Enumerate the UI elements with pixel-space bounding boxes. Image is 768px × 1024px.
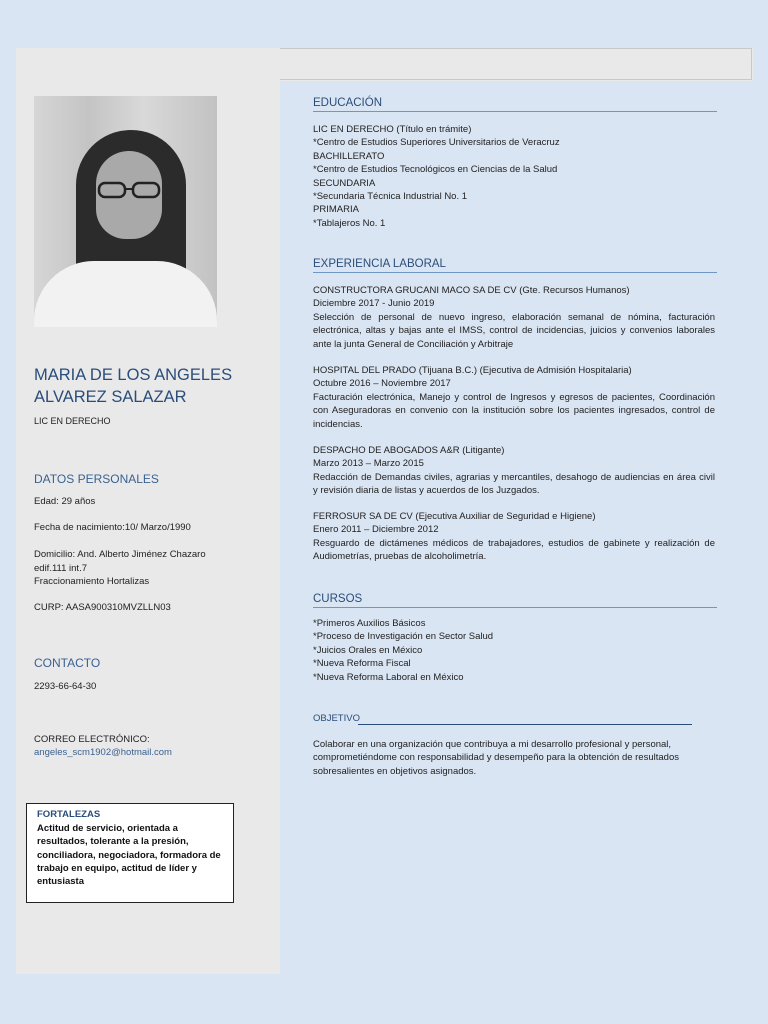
experiencia-heading: EXPERIENCIA LABORAL <box>313 258 717 273</box>
experiencia-dates: Enero 2011 – Diciembre 2012 <box>313 524 439 536</box>
educacion-item-detail: *Secundaria Técnica Industrial No. 1 <box>313 191 468 203</box>
contacto-heading: CONTACTO <box>34 656 101 670</box>
header-band-border <box>280 48 752 80</box>
educacion-item-detail: *Tablajeros No. 1 <box>313 217 386 229</box>
experiencia-desc: Selección de personal de nuevo ingreso, elaboración semanal de nómina, facturación electrónica, altas y bajas ante el IMSS, control de incidencias, juicios y convenios laborales ante la junta General de Conciliación y Arbitraje <box>313 311 715 350</box>
telefono: 2293-66-64-30 <box>34 681 97 692</box>
fortalezas-text: Actitud de servicio, orientada a resultados, tolerante a la presión, conciliadora, negociadora, formadora de trabajo en equipo, actitud de líder y entusiasta <box>37 823 221 888</box>
cursos-heading: CURSOS <box>313 593 717 608</box>
experiencia-company: DESPACHO DE ABOGADOS A&R (Litigante) <box>313 445 505 456</box>
curso-item: *Proceso de Investigación en Sector Salud <box>313 631 494 643</box>
educacion-list <box>313 123 715 230</box>
curso-item: *Nueva Reforma Fiscal <box>313 658 411 670</box>
domicilio: Domicilio: And. Alberto Jiménez Chazaro edif.111 int.7 Fraccionamiento Hortalizas <box>34 549 206 587</box>
fortalezas-heading: FORTALEZAS <box>37 809 101 820</box>
experiencia-company: CONSTRUCTORA GRUCANI MACO SA DE CV (Gte. Recursos Humanos) <box>313 285 630 296</box>
objetivo-text: Colaborar en una organización que contribuya a mi desarrollo profesional y personal, comprometiéndome con responsabilidad y desempeño para la obtención de resultados sobresalientes en objetivos asignados. <box>313 739 679 777</box>
experiencia-dates: Marzo 2013 – Marzo 2015 <box>313 458 424 470</box>
experiencia-item <box>313 510 715 564</box>
experiencia-desc: Resguardo de dictámenes médicos de trabajadores, estudios de gabinete y realización de Audiometrías, pruebas de alcoholimetría. <box>313 537 715 563</box>
experiencia-desc: Facturación electrónica, Manejo y control de Ingresos y egresos de pacientes, Coordinación con Aseguradoras en convenio con la institución sobre los pacientes ingresados, control de incidencias. <box>313 391 715 430</box>
curso-item: *Nueva Reforma Laboral en México <box>313 671 464 683</box>
fortalezas-box <box>26 803 234 903</box>
cursos-list <box>313 617 715 684</box>
experiencia-company: HOSPITAL DEL PRADO (Tijuana B.C.) (Ejecutiva de Admisión Hospitalaria) <box>313 365 632 376</box>
edad: Edad: 29 años <box>34 496 96 507</box>
email-link[interactable]: angeles_scm1902@hotmail.com <box>34 747 172 758</box>
educacion-item: LIC EN DERECHO (Título en trámite) <box>313 124 472 135</box>
objetivo-underline <box>358 724 692 725</box>
experiencia-desc: Redacción de Demandas civiles, agrarias y mercantiles, desahogo de audiencias en área civil y revisión diaria de listas y acuerdos de los Juzgados. <box>313 471 715 497</box>
experiencia-dates: Octubre 2016 – Noviembre 2017 <box>313 378 451 390</box>
experiencia-company: FERROSUR SA DE CV (Ejecutiva Auxiliar de Seguridad e Higiene) <box>313 511 596 522</box>
experiencia-item <box>313 284 715 351</box>
correo-label: CORREO ELECTRÓNICO: <box>34 734 150 745</box>
educacion-item: PRIMARIA <box>313 204 359 216</box>
candidate-name: MARIA DE LOS ANGELES ALVAREZ SALAZAR <box>34 366 233 406</box>
objetivo-heading: OBJETIVO <box>313 713 360 724</box>
educacion-item: BACHILLERATO <box>313 150 385 162</box>
curso-item: *Primeros Auxilios Básicos <box>313 618 426 629</box>
educacion-item: SECUNDARIA <box>313 177 376 189</box>
profile-photo <box>34 96 217 327</box>
educacion-heading: EDUCACIÓN <box>313 97 717 112</box>
profession-title: LIC EN DERECHO <box>34 416 111 426</box>
curso-item: *Juicios Orales en México <box>313 644 423 656</box>
experiencia-item <box>313 444 715 498</box>
curp: CURP: AASA900310MVZLLN03 <box>34 602 171 613</box>
educacion-item-detail: *Centro de Estudios Tecnológicos en Ciencias de la Salud <box>313 164 558 176</box>
sidebar-bottom <box>16 900 280 974</box>
experiencia-dates: Diciembre 2017 - Junio 2019 <box>313 298 435 310</box>
datos-personales-heading: DATOS PERSONALES <box>34 472 159 486</box>
fecha-nacimiento: Fecha de nacimiento:10/ Marzo/1990 <box>34 522 191 533</box>
educacion-item-detail: *Centro de Estudios Superiores Universitarios de Veracruz <box>313 137 560 149</box>
experiencia-item <box>313 364 715 431</box>
